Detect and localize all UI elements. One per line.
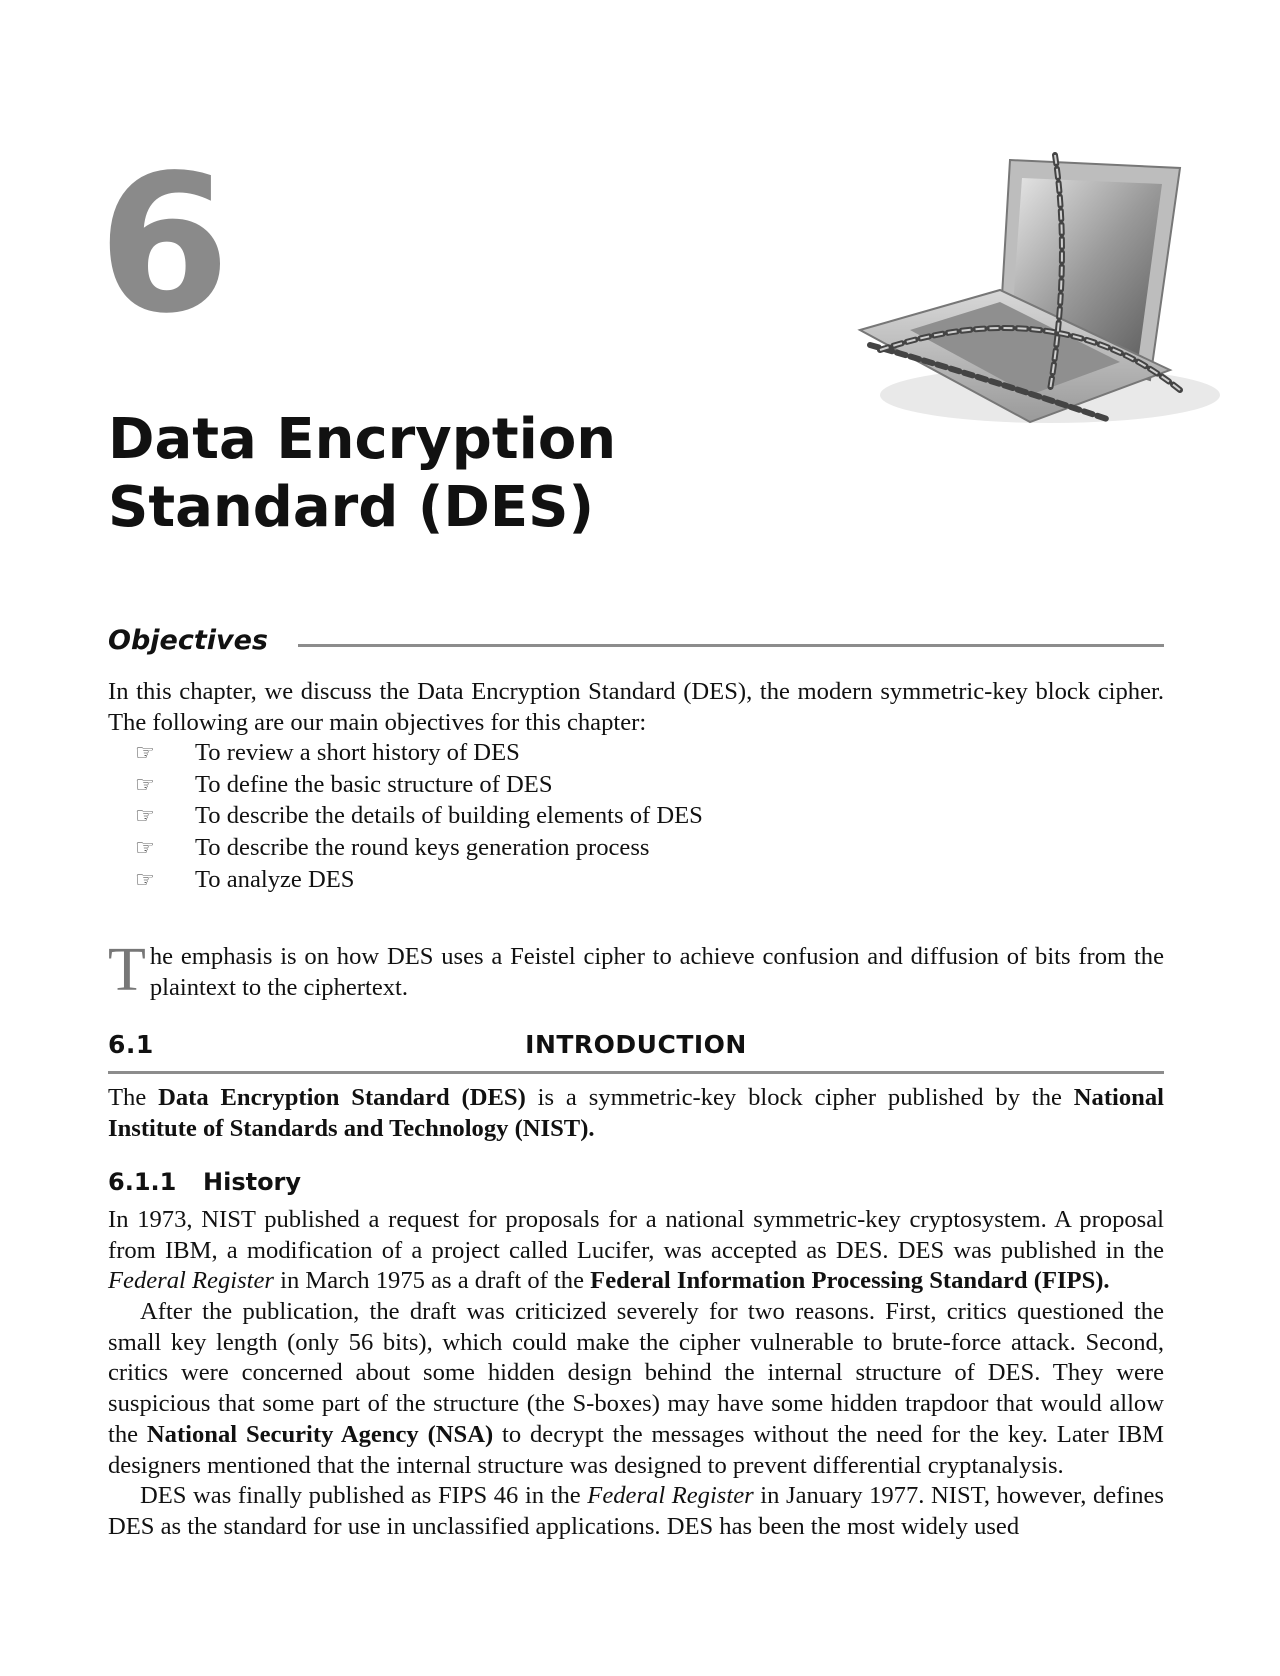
italic-term: Federal Register xyxy=(108,1267,274,1295)
objectives-rule xyxy=(298,644,1164,647)
objectives-intro: In this chapter, we discuss the Data Encryption Standard (DES), the modern symmetric-key block cipher. The following are our main objectives for this chapter: xyxy=(108,678,1164,736)
pointing-hand-icon: ☞ xyxy=(135,836,155,862)
text-run: in March 1975 as a draft of the xyxy=(273,1267,591,1295)
italic-term: Federal Register xyxy=(587,1482,754,1509)
bold-term: Data Encryption Standard (DES) xyxy=(158,1084,526,1111)
emphasis-paragraph xyxy=(108,936,1164,1004)
text-run: to decrypt the messages without the need for the key. Later IBM designers mentioned that the internal structure was designed to prevent differential cryptanalysis. xyxy=(108,1420,1164,1479)
objective-text: To define the basic structure of DES xyxy=(195,770,553,798)
list-item xyxy=(135,770,703,802)
pointing-hand-icon: ☞ xyxy=(135,741,155,766)
chained-laptop-icon xyxy=(850,140,1230,440)
section-number: 6.1 xyxy=(108,1030,154,1059)
objective-text: To analyze DES xyxy=(195,865,355,893)
chapter-title-line-1: Data Encryption xyxy=(108,407,617,472)
subsection-heading xyxy=(108,1168,301,1196)
text-run: After the publication, the draft was criticized severely for two reasons. First, critics questioned the small key length (only 56 bits), which could make the cipher vulnerable to brute-force attack. Second, critics were concerned about some hidden design behind the internal structure of DES. They were suspicious that some part of the structure (the S-boxes) may have some hidden trapdoor that would allow the xyxy=(108,1298,1164,1448)
list-item xyxy=(135,865,703,897)
intro-paragraph xyxy=(108,1083,1164,1144)
emphasis-text: he emphasis is on how DES uses a Feistel cipher to achieve confusion and diffusion of bits from the plaintext to the ciphertext. xyxy=(149,943,1164,1001)
history-paragraph-1 xyxy=(108,1205,1164,1297)
list-item xyxy=(135,801,703,833)
section-title: INTRODUCTION xyxy=(525,1030,747,1059)
objectives-heading: Objectives xyxy=(108,625,268,656)
bold-term: Federal Information Processing Standard (FIPS). xyxy=(590,1267,1110,1295)
bold-term: National Security Agency (NSA) xyxy=(146,1420,494,1448)
objective-text: To review a short history of DES xyxy=(195,739,520,766)
subsection-number: 6.1.1 xyxy=(108,1168,177,1196)
objectives-list xyxy=(135,738,703,897)
objective-text: To describe the round keys generation process xyxy=(195,834,650,862)
text-run: is a symmetric-key block cipher published by the xyxy=(525,1084,1074,1111)
list-item xyxy=(135,738,703,770)
bold-term: National Institute of Standards and Technology (NIST). xyxy=(108,1084,1164,1142)
text-run: DES was finally published as FIPS 46 in the xyxy=(140,1482,588,1509)
history-paragraph-3 xyxy=(108,1481,1164,1542)
history-paragraph-2 xyxy=(108,1297,1164,1481)
section-header xyxy=(108,1030,1164,1074)
chapter-number: 6 xyxy=(98,134,231,355)
objective-text: To describe the details of building elements of DES xyxy=(195,802,703,830)
pointing-hand-icon: ☞ xyxy=(135,867,155,893)
pointing-hand-icon: ☞ xyxy=(135,772,155,798)
list-item xyxy=(135,833,703,865)
drop-cap: T xyxy=(108,936,146,1004)
pointing-hand-icon: ☞ xyxy=(135,804,155,830)
text-run: The xyxy=(108,1084,159,1111)
section-rule xyxy=(108,1071,1164,1074)
subsection-title: History xyxy=(203,1168,302,1196)
chapter-title-line-2: Standard (DES) xyxy=(108,475,595,540)
chapter-title xyxy=(108,406,616,542)
text-run: in January 1977. NIST, however, defines DES as the standard for use in unclassified applications. DES has been the most widely used xyxy=(108,1482,1164,1540)
text-run: In 1973, NIST published a request for proposals for a national symmetric-key cryptosystem. A proposal from IBM, a modification of a project called Lucifer, was accepted as DES. DES was published in the xyxy=(108,1206,1164,1264)
